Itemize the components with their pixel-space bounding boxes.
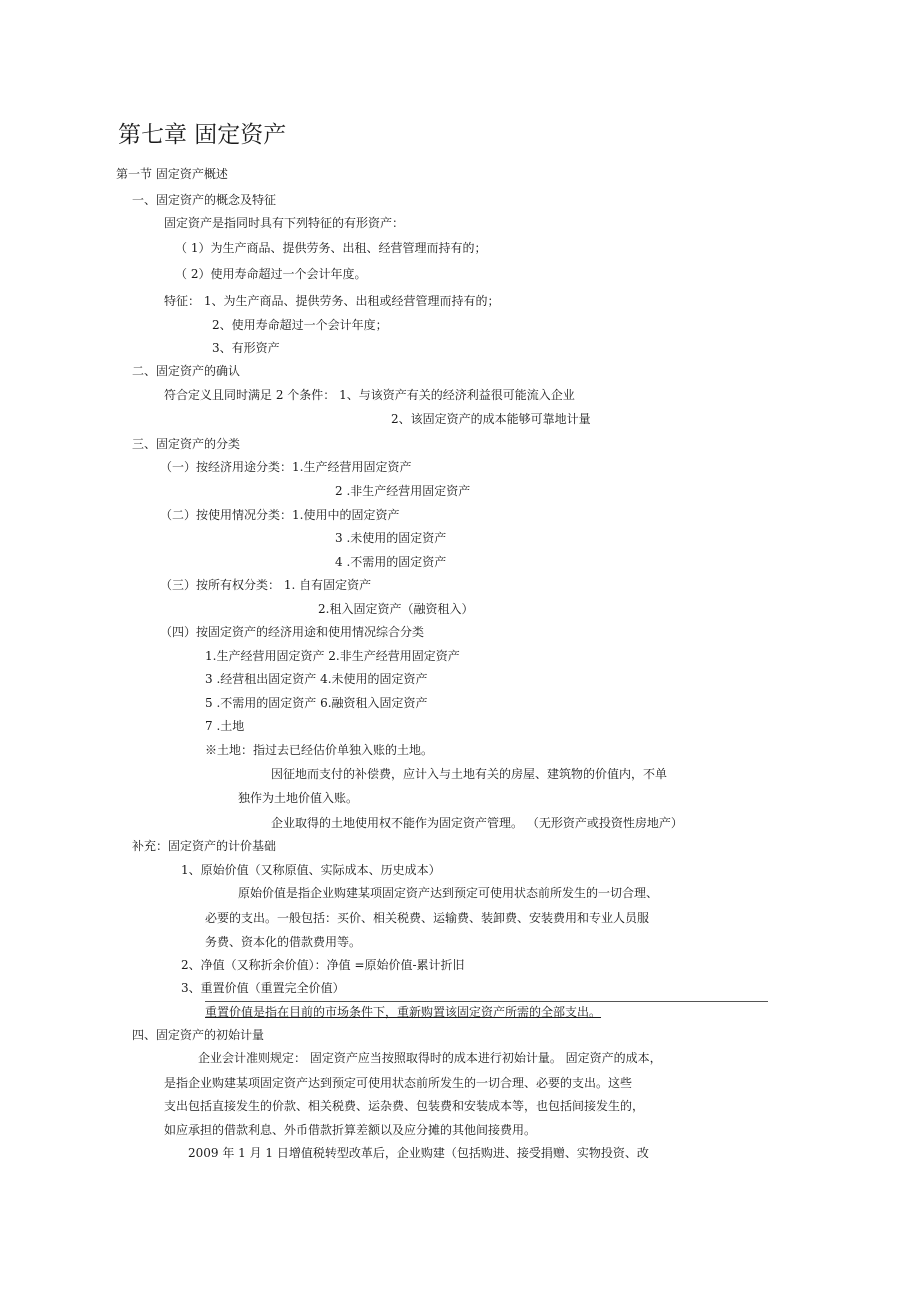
text-line: （三）按所有权分类： 1. 自有固定资产 xyxy=(160,578,372,592)
text-line: 2.租入固定资产（融资租入） xyxy=(318,602,474,616)
text-line: ※土地：指过去已经估价单独入账的土地。 xyxy=(205,743,434,757)
text-line: 1.生产经营用固定资产 2.非生产经营用固定资产 xyxy=(205,649,460,663)
text-line: 特征： 1、为生产商品、提供劳务、出租或经营管理而持有的； xyxy=(164,294,500,308)
text-line: 是指企业购建某项固定资产达到预定可使用状态前所发生的一切合理、必要的支出。这些 xyxy=(164,1076,633,1090)
text-line: 2、该固定资产的成本能够可靠地计量 xyxy=(391,412,591,426)
text-line: （二）按使用情况分类：1.使用中的固定资产 xyxy=(160,508,400,522)
text-line: 7 .土地 xyxy=(205,719,245,733)
subsection-heading: 四、固定资产的初始计量 xyxy=(132,1028,265,1042)
text-line: 企业取得的土地使用权不能作为固定资产管理。 （无形资产或投资性房地产） xyxy=(271,816,683,830)
rule-line xyxy=(205,1001,768,1002)
section-heading: 第一节 固定资产概述 xyxy=(116,167,228,181)
text-line: 如应承担的借款利息、外币借款折算差额以及应分摊的其他间接费用。 xyxy=(164,1123,537,1137)
text-line: 必要的支出。一般包括：买价、相关税费、运输费、装卸费、安装费用和专业人员服 xyxy=(205,911,650,925)
text-line: 因征地而支付的补偿费，应计入与土地有关的房屋、建筑物的价值内，不单 xyxy=(271,767,668,781)
subsection-heading: 二、固定资产的确认 xyxy=(132,364,241,378)
text-line: 企业会计准则规定： 固定资产应当按照取得时的成本进行初始计量。 固定资产的成本， xyxy=(198,1051,662,1065)
subsection-heading: 一、固定资产的概念及特征 xyxy=(132,193,277,207)
text-line: 原始价值是指企业购建某项固定资产达到预定可使用状态前所发生的一切合理、 xyxy=(238,886,659,900)
text-line: 3、有形资产 xyxy=(212,341,280,355)
text-line: 2、净值（又称折余价值）：净值 =原始价值-累计折旧 xyxy=(181,958,465,972)
text-line: （ 1）为生产商品、提供劳务、出租、经营管理而持有的； xyxy=(175,241,487,255)
subsection-heading: 三、固定资产的分类 xyxy=(132,437,241,451)
text-line: 5 .不需用的固定资产 6.融资租入固定资产 xyxy=(205,696,428,710)
text-line: 符合定义且同时满足 2 个条件： 1、与该资产有关的经济利益很可能流入企业 xyxy=(164,388,575,402)
text-line: 支出包括直接发生的价款、相关税费、运杂费、包装费和安装成本等，也包括间接发生的， xyxy=(164,1099,645,1113)
text-line: 务费、资本化的借款费用等。 xyxy=(205,935,362,949)
text-line: （四）按固定资产的经济用途和使用情况综合分类 xyxy=(160,625,425,639)
text-line: 3、重置价值（重置完全价值） xyxy=(181,981,345,995)
text-line: 2、使用寿命超过一个会计年度； xyxy=(212,318,388,332)
text-line: （一）按经济用途分类：1.生产经营用固定资产 xyxy=(160,460,412,474)
text-line: 独作为土地价值入账。 xyxy=(238,791,359,805)
chapter-title: 第七章 固定资产 xyxy=(118,122,287,148)
text-line: （ 2）使用寿命超过一个会计年度。 xyxy=(175,267,367,281)
text-line: 1、原始价值（又称原值、实际成本、历史成本） xyxy=(181,863,441,877)
text-line: 3 .经营租出固定资产 4.未使用的固定资产 xyxy=(205,672,428,686)
text-line: 2 .非生产经营用固定资产 xyxy=(335,484,471,498)
text-line: 固定资产是指同时具有下列特征的有形资产： xyxy=(164,216,405,230)
text-line: 3 .未使用的固定资产 xyxy=(335,531,447,545)
text-line: 2009 年 1 月 1 日增值税转型改革后，企业购建（包括购进、接受捐赠、实物投资、改 xyxy=(188,1146,649,1160)
text-line: 4 .不需用的固定资产 xyxy=(335,555,447,569)
underlined-text-line: 重置价值是指在目前的市场条件下，重新购置该固定资产所需的全部支出。 xyxy=(205,1005,602,1019)
subsection-heading: 补充：固定资产的计价基础 xyxy=(132,839,277,853)
